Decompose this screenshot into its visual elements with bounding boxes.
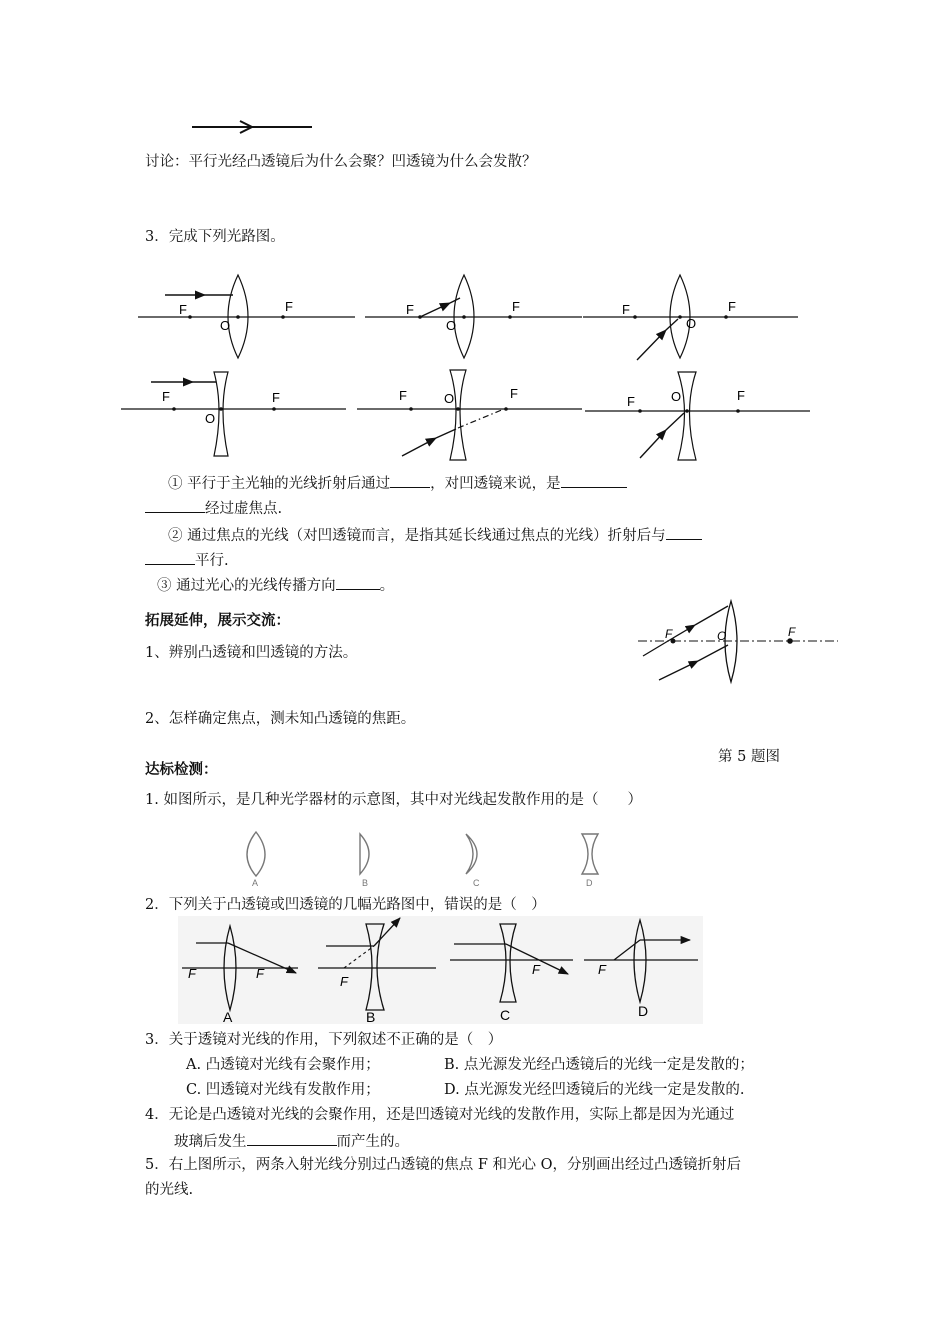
answer-blank-2[interactable]	[561, 472, 627, 488]
rule-1-text-b: ，对凹透镜来说，是	[430, 476, 561, 492]
rule-3-line	[157, 574, 394, 596]
answer-blank-q4[interactable]	[247, 1130, 337, 1146]
extension-question-2: 2、怎样确定焦点，测未知凸透镜的焦距。	[145, 711, 416, 727]
rule-2-text-a: ② 通过焦点的光线（对凹透镜而言，是指其延长线通过焦点的光线）折射后与	[168, 528, 666, 544]
q3-option-a[interactable]: A. 凸透镜对光线有会聚作用；	[186, 1057, 380, 1073]
q2-option-a: A	[223, 1009, 233, 1025]
q3-option-c[interactable]: C. 凹透镜对光线有发散作用；	[186, 1082, 380, 1098]
rule-2-line-2	[145, 549, 229, 571]
focus-label-right: F	[737, 388, 745, 403]
q2-option-b: B	[366, 1009, 376, 1025]
light-path-diagram-concave-3[interactable]	[582, 368, 814, 463]
question-1-optics-figure[interactable]	[200, 828, 620, 888]
option-label-b: B	[362, 878, 369, 888]
check-question-1: 1. 如图所示，是几种光学器材的示意图，其中对光线起发散作用的是（ ）	[145, 792, 642, 808]
option-label-d: D	[586, 878, 593, 888]
option-label-c: C	[473, 878, 480, 888]
q2a-focus-right: F	[256, 966, 264, 981]
question-5-figure[interactable]	[633, 598, 843, 686]
light-path-diagram-convex-3[interactable]	[580, 270, 805, 365]
check-question-5-line-2: 的光线.	[145, 1182, 194, 1198]
q2b-focus: F	[340, 974, 348, 989]
question-2-light-path-figure[interactable]	[178, 916, 703, 1024]
extension-question-1: 1、辨别凸透镜和凹透镜的方法。	[145, 645, 358, 661]
rule-1-line-2	[145, 497, 282, 519]
light-path-diagram-concave-1[interactable]	[118, 368, 350, 463]
q4-text-c: 而产生的。	[336, 1134, 409, 1150]
check-question-4-line-2	[174, 1130, 409, 1152]
optical-center-label: O	[220, 318, 231, 333]
answer-blank-4[interactable]	[666, 524, 702, 540]
rule-3-text-b: 。	[379, 578, 395, 594]
q4-text-b: 玻璃后发生	[174, 1134, 247, 1150]
light-path-diagram-convex-2[interactable]	[362, 270, 587, 365]
light-path-diagram-convex-1[interactable]	[135, 270, 360, 365]
rule-1-text-c: 经过虚焦点.	[205, 501, 283, 517]
optical-center-label: O	[671, 389, 682, 404]
answer-blank-1[interactable]	[390, 472, 430, 488]
rule-1-text-a: ① 平行于主光轴的光线折射后通过	[168, 476, 391, 492]
q2d-focus: F	[598, 962, 606, 977]
focus-label-right: F	[512, 299, 520, 314]
focus-label-right: F	[510, 386, 518, 401]
check-heading: 达标检测：	[145, 761, 218, 778]
focus-label-left: F	[665, 627, 673, 641]
focus-label-left: F	[399, 388, 407, 403]
light-path-diagram-concave-2[interactable]	[354, 368, 586, 463]
check-question-3: 3．关于透镜对光线的作用，下列叙述不正确的是（ ）	[145, 1032, 503, 1048]
q3-option-b[interactable]: B. 点光源发光经凸透镜后的光线一定是发散的；	[444, 1057, 754, 1073]
figure-5-caption: 第 5 题图	[718, 749, 780, 765]
check-question-5-line-1: 5．右上图所示，两条入射光线分别过凸透镜的焦点 F 和光心 O，分别画出经过凸透镜折射后	[145, 1157, 741, 1173]
optical-center-label: O	[444, 391, 455, 406]
answer-blank-5[interactable]	[145, 549, 195, 565]
q2-option-c: C	[500, 1007, 511, 1023]
focus-label-right: F	[788, 625, 796, 639]
question-3-title: 3．完成下列光路图。	[145, 229, 285, 245]
q2c-focus: F	[532, 962, 540, 977]
rule-1-line	[168, 472, 627, 494]
optical-center-label: O	[686, 316, 697, 331]
focus-label-left: F	[627, 394, 635, 409]
focus-label-left: F	[162, 389, 170, 404]
focus-label-right: F	[272, 390, 280, 405]
focus-label-right: F	[285, 299, 293, 314]
focus-label-left: F	[406, 302, 414, 317]
optical-center-label: O	[446, 318, 457, 333]
focus-label-right: F	[728, 299, 736, 314]
top-arrow-line	[190, 118, 320, 138]
q3-option-d[interactable]: D. 点光源发光经凹透镜后的光线一定是发散的.	[444, 1082, 745, 1098]
optical-center-label: O	[717, 629, 727, 643]
rule-3-text-a: ③ 通过光心的光线传播方向	[157, 578, 336, 594]
discussion-text: 讨论：平行光经凸透镜后为什么会聚？凹透镜为什么会发散？	[145, 154, 537, 170]
check-question-4-line-1: 4．无论是凸透镜对光线的会聚作用，还是凹透镜对光线的发散作用，实际上都是因为光通过	[145, 1107, 735, 1123]
rule-2-text-b: 平行.	[195, 553, 229, 569]
extension-heading: 拓展延伸，展示交流：	[145, 612, 290, 629]
q2-option-d: D	[638, 1003, 649, 1019]
q2a-focus-left: F	[188, 966, 196, 981]
answer-blank-6[interactable]	[336, 574, 380, 590]
answer-blank-3[interactable]	[145, 497, 205, 513]
rule-2-line	[168, 524, 702, 546]
focus-label-left: F	[179, 302, 187, 317]
focus-label-left: F	[622, 302, 630, 317]
option-label-a: A	[252, 878, 259, 888]
optical-center-label: O	[205, 411, 216, 426]
check-question-2: 2．下列关于凸透镜或凹透镜的几幅光路图中，错误的是（ ）	[145, 897, 546, 913]
